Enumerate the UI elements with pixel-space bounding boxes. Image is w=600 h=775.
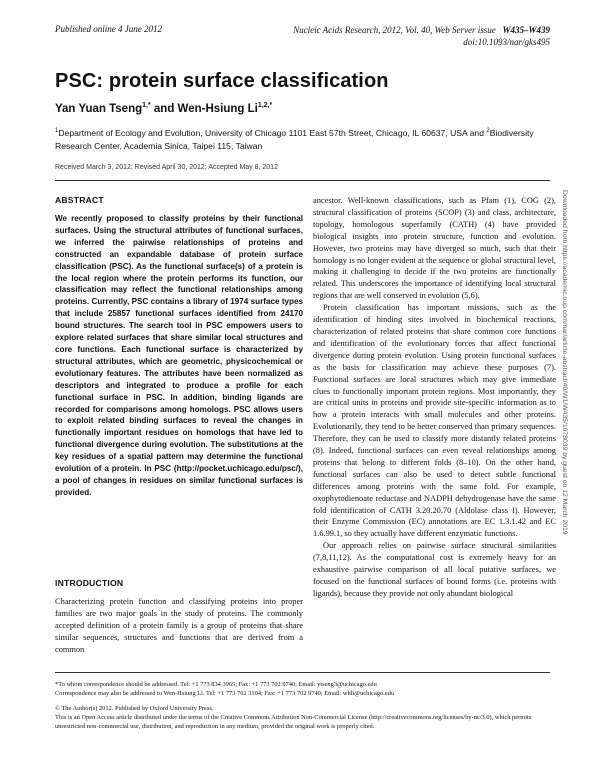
header-divider: [55, 180, 550, 181]
paragraph-2: Protein classification has important missions, such as the identification of binding sites involved in biochemical reactions, characterization of related proteins that share common core functions and identification of the evolutionary forces that affect functional divergence during protein evolution. Using protein functional surfaces as the basis for classification may achieve these purposes (7). Functional surfaces are local structures which may give immediate clues to functionally important protein regions. Most importantly, they are critical units in proteins and provide site-specific information as to how a protein interacts with small molecules and other proteins. Evolutionarily, they tend to be better conserved than primary sequences. Therefore, they can be used to classify more distantly related proteins (8). Indeed, functional surfaces can even reveal relationships among proteins that belong to different folds (8–10). On the other hand, functional surfaces can also be used to detect subtle functional differences among proteins with the same fold. For example, oxophytodienoate reductase and NADPH dehydrogenase have the same fold identification of CATH 3.20.20.70 (Aldolase class I). However, their Enzyme Commission (EC) annotations are EC 1.3.1.42 and EC 1.6.99.1, so they actually have different enzymatic functions.: [313, 303, 556, 539]
affil-2-sup: 2: [486, 128, 490, 134]
paragraph-1: ancestor. Well-known classifications, such as Pfam (1), COG (2), structural classification of proteins (SCOP) (3) and class, architecture, topology, homologous superfamily (CATH) (4) have provided biological insights into protein structure, function and evolution. However, two proteins may have diverged so much, such that their homology is no longer evident at the sequence or global structural level, making it challenging to decide if the two proteins are functionally related. This underscores the importance of identifying local structural regions that are well conserved in evolution (5,6).: [313, 196, 556, 301]
author-and: and: [150, 102, 178, 115]
footnotes: [55, 680, 560, 731]
affil-and: and: [469, 127, 487, 138]
published-date: Published online 4 June 2012: [55, 24, 162, 34]
abstract-text: We recently proposed to classify proteins by their functional surfaces. Using the structural attributes of functional surfaces, we inferred the pairwise relationships of proteins and constructed an expandable database of protein surface classification (PSC). As the functional surface(s) of a protein is the local region where the protein performs its function, our classification may reflect the functional relationships among proteins. Currently, PSC contains a library of 1974 surface types that include 25857 functional surfaces identified from 24170 bound structures. The search tool in PSC empowers users to explore related surfaces that share similar local structures and core functions. Each functional surface is characterized by structural attributes, which are geometric, physicochemical or evolutionary features. The attributes have been normalized as descriptors and integrated to produce a profile for each functional surface in PSC. In addition, binding ligands are recorded for comparisons among homologs. PSC allows users to exploit related binding surfaces to reveal the changes in functionally important residues on homologs that have led to functional divergence during evolution. The substitutions at the key residues of a spatial pattern may determine the functional evolution of a protein. In PSC (http://pocket.uchicago.edu/psc/), a pool of changes in residues on similar functional surfaces is provided.: [55, 214, 303, 497]
authors: [55, 102, 272, 115]
download-sidebar: [562, 190, 574, 730]
affil-1-sup: 1: [55, 128, 59, 134]
abstract-heading: ABSTRACT: [55, 195, 104, 205]
footnote-correspondence-2: Correspondence may also be addressed to Wen-Hsiung Li. Tel: +1 773 702 3104; Fax: +1 773 702 9740; Email: whli@uchicago.edu: [55, 690, 395, 697]
affiliation-1: Department of Ecology and Evolution, University of Chicago 1101 East 57th Street, Chicago, IL 60637, USA: [58, 127, 468, 138]
affiliations: [55, 125, 555, 153]
received-dates: Received March 3, 2012; Revised April 30, 2012; Accepted May 8, 2012: [55, 164, 278, 171]
paragraph-3: Our approach relies on pairwise surface structural similarities (7,8,11,12). As the computational cost is extremely heavy for an exhaustive pairwise comparison of all local putative surfaces, we focused on the functional surfaces of bound forms (i.e. proteins with ligands), because they provide not only abundant biological: [313, 541, 556, 598]
abstract-section: [55, 195, 303, 499]
right-column: [313, 195, 556, 600]
doi: doi:10.1093/nar/gks495: [463, 37, 550, 47]
paper-title: PSC: protein surface classification: [55, 70, 389, 92]
introduction-section: [55, 578, 303, 656]
download-notice: Downloaded from https://academic.oup.com/nar/article-abstract/40/W1/W435/1078039 by guest on 12 March 2019: [561, 190, 568, 535]
affiliation-2: Biodiversity Research Center, Academia Sinica, Taipei 115, Taiwan: [55, 127, 534, 151]
copyright-notice: © The Author(s) 2012. Published by Oxford University Press.: [55, 705, 214, 712]
author-2-sup: 1,2,*: [257, 102, 273, 109]
author-1-sup: 1,*: [142, 102, 151, 109]
footnote-correspondence-1: *To whom correspondence should be addressed. Tel: +1 773 834 3965; Fax: +1 773 702 9740; Email: ytseng3@uchicago.edu: [55, 681, 377, 688]
page-range: W435–W439: [502, 25, 550, 35]
intro-heading: INTRODUCTION: [55, 578, 124, 588]
journal-header: [293, 24, 550, 48]
license-notice: This is an Open Access article distributed under the terms of the Creative Commons Attribution Non-Commercial License (http://creativecommons.org/licenses/by-nc/3.0), which permits unrestricted non-commercial use, distribution, and reproduction in any medium, provided the original work is properly cited.: [55, 714, 532, 730]
author-2: Wen-Hsiung Li: [177, 102, 258, 115]
journal-citation: Nucleic Acids Research, 2012, Vol. 40, Web Server issue: [293, 25, 496, 35]
intro-paragraph: Characterizing protein function and classifying proteins into proper families are two major goals in the study of proteins. The commonly accepted definition of a protein family is a group of proteins that share similar sequences, structures and functions that are derived from a common: [55, 597, 303, 654]
footnote-divider: [55, 672, 550, 673]
author-1: Yan Yuan Tseng: [55, 102, 143, 115]
